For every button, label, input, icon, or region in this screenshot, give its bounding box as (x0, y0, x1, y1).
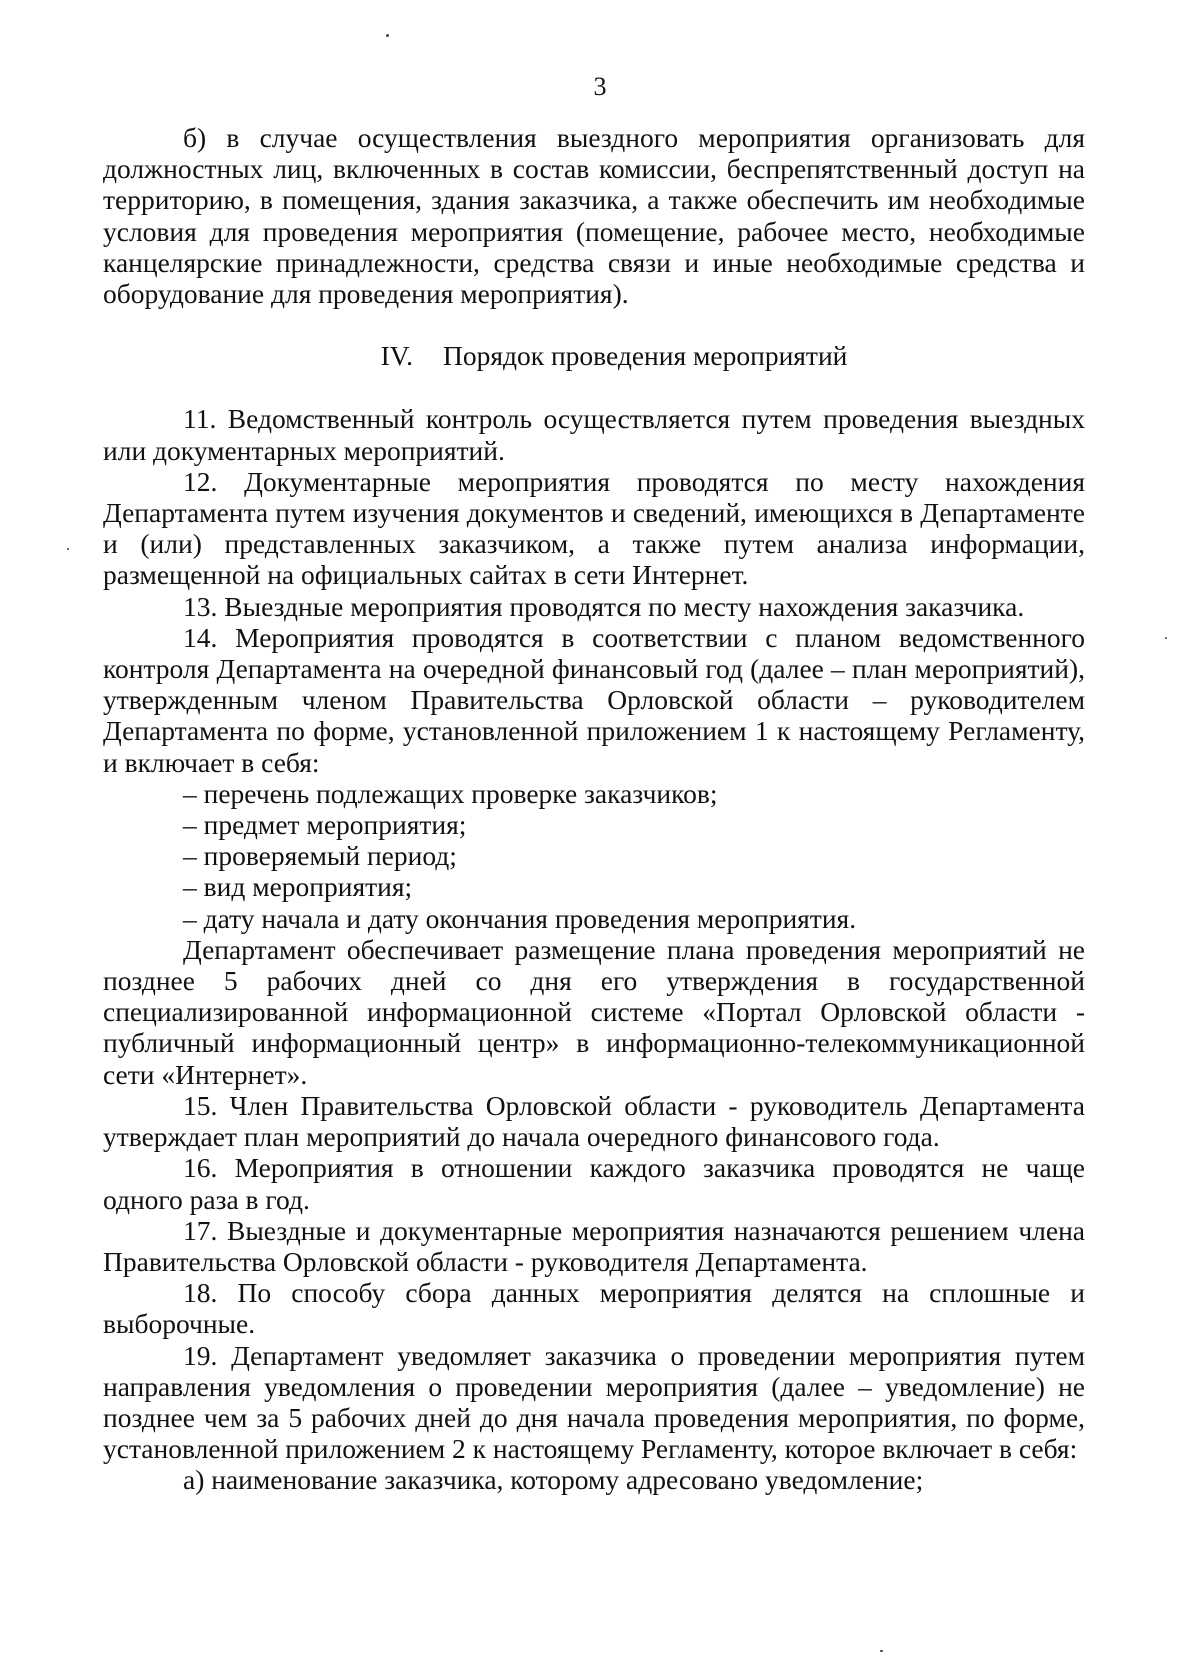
paragraph-13: 13. Выездные мероприятия проводятся по месту нахождения заказчика. (183, 590, 1025, 622)
paragraph-11: 11. Ведомственный контроль осуществляется путем проведения выездных или документарных мероприятий. (103, 403, 1085, 466)
paragraph-17: 17. Выездные и документарные мероприятия назначаются решением члена Правительства Орловской области - руководителя Департамента. (103, 1214, 1085, 1277)
scan-speck (67, 548, 69, 550)
section-number: IV. (380, 340, 413, 372)
scan-speck (1165, 637, 1167, 639)
document-body (103, 122, 1085, 1496)
paragraph-12: 12. Документарные мероприятия проводятся по месту нахождения Департамента путем изучения документов и сведений, имеющихся в Департаменте и (или) представленных заказчиком, а также путем анализа информации, размещенной на официальных сайтах в сети Интернет. (103, 465, 1085, 591)
paragraph-19: 19. Департамент уведомляет заказчика о проведении мероприятия путем направления уведомления о проведении мероприятия (далее – уведомление) не позднее чем за 5 рабочих дней до дня начала проведения мероприятия, по форме, установленной приложением 2 к настоящему Регламенту, которое включает в себя: (103, 1339, 1085, 1465)
page-number: 3 (593, 72, 607, 101)
paragraph-plan-publication: Департамент обеспечивает размещение плана проведения мероприятий не позднее 5 рабочих дней со дня его утверждения в государственной специализированной информационной системе «Портал Орловской области - публичный информационный центр» в информационно-телекоммуникационной сети «Интернет». (103, 933, 1085, 1090)
paragraph-18: 18. По способу сбора данных мероприятия делятся на сплошные и выборочные. (103, 1277, 1085, 1340)
paragraph-14: 14. Мероприятия проводятся в соответствии с планом ведомственного контроля Департамента на очередной финансовый год (далее – план мероприятий), утвержденным членом Правительства Орловской области – руководителем Департамента по форме, установленной приложением 1 к настоящему Регламенту, и включает в себя: (103, 621, 1085, 778)
scan-speck (386, 34, 389, 37)
scan-speck (880, 1650, 883, 1652)
list-item: – вид мероприятия; (183, 871, 413, 903)
list-item: – проверяемый период; (183, 840, 457, 872)
section-title: Порядок проведения мероприятий (442, 340, 848, 372)
list-item: – предмет мероприятия; (183, 809, 467, 841)
list-item: – дату начала и дату окончания проведения мероприятия. (183, 902, 857, 934)
paragraph-b: б) в случае осуществления выездного мероприятия организовать для должностных лиц, включенных в состав комиссии, беспрепятственный доступ на территорию, в помещения, здания заказчика, а также обеспечить им необходимые условия для проведения мероприятия (помещение, рабочее место, необходимые канцелярские принадлежности, средства связи и иные необходимые средства и оборудование для проведения мероприятия). (103, 122, 1085, 310)
paragraph-16: 16. Мероприятия в отношении каждого заказчика проводятся не чаще одного раза в год. (103, 1152, 1085, 1215)
paragraph-a: а) наименование заказчика, которому адресовано уведомление; (183, 1464, 924, 1496)
list-item: – перечень подлежащих проверке заказчиков; (183, 777, 718, 809)
section-heading (103, 340, 1085, 371)
paragraph-15: 15. Член Правительства Орловской области - руководитель Департамента утверждает план мероприятий до начала очередного финансового года. (103, 1089, 1085, 1153)
